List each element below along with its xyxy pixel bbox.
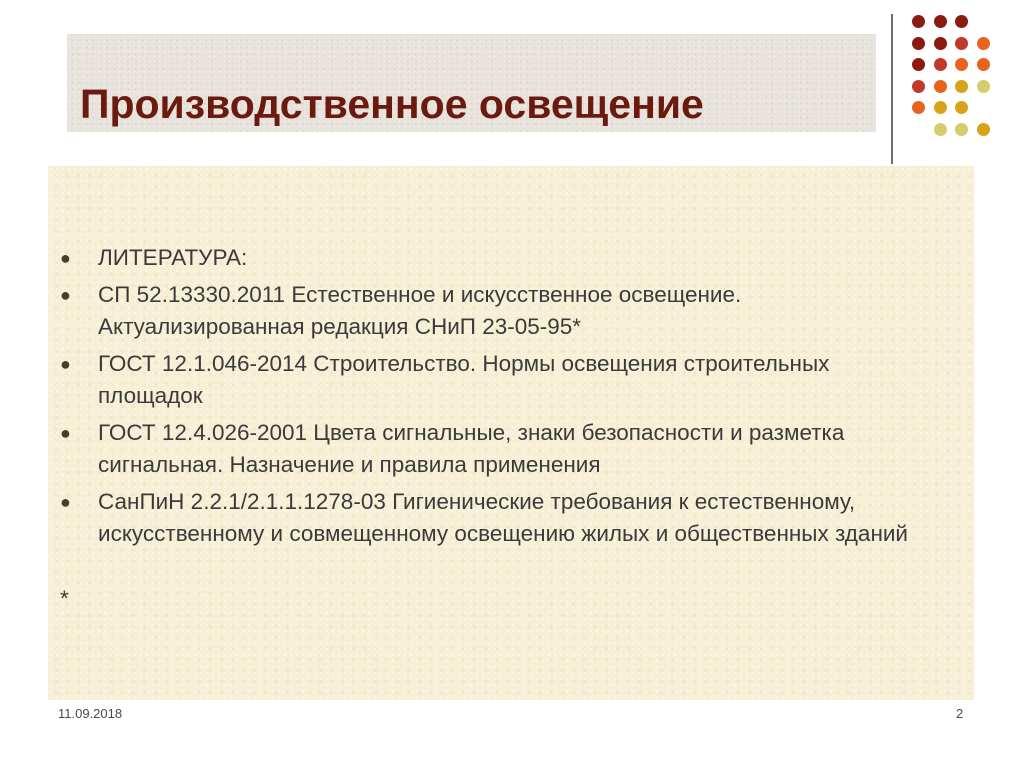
decor-dot — [912, 15, 925, 28]
list-item — [60, 417, 940, 481]
decor-dot — [955, 101, 968, 114]
bullet-dot-icon: ● — [60, 285, 71, 305]
decor-dot — [955, 80, 968, 93]
decor-dot — [912, 101, 925, 114]
decor-dot — [955, 123, 968, 136]
title-divider-line — [891, 14, 893, 164]
decor-dot — [934, 58, 947, 71]
footer-date: 11.09.2018 — [58, 706, 123, 721]
list-item — [60, 242, 940, 274]
decor-dot — [977, 80, 990, 93]
footnote-asterisk: * — [60, 586, 69, 611]
decor-dot — [934, 15, 947, 28]
decor-dot — [912, 80, 925, 93]
list-item — [60, 486, 940, 550]
decor-dot — [934, 37, 947, 50]
decor-dot — [955, 37, 968, 50]
list-item — [60, 279, 940, 343]
bullet-dot-icon: ● — [60, 248, 71, 268]
decor-dot — [977, 37, 990, 50]
list-item-text: ГОСТ 12.4.026-2001 Цвета сигнальные, знаки безопасности и разметка сигнальная. Назначение и правила применения — [98, 420, 845, 477]
list-item-text: ЛИТЕРАТУРА: — [98, 245, 248, 270]
bullet-dot-icon: ● — [60, 492, 71, 512]
decor-dot — [977, 58, 990, 71]
decor-dot — [955, 15, 968, 28]
literature-list — [60, 242, 940, 555]
list-item-text: ГОСТ 12.1.046-2014 Строительство. Нормы освещения строительных площадок — [98, 351, 830, 408]
decor-dot — [955, 58, 968, 71]
decor-dot — [912, 58, 925, 71]
list-item — [60, 348, 940, 412]
decor-dot — [934, 123, 947, 136]
decor-dot — [934, 80, 947, 93]
decor-dot — [934, 101, 947, 114]
slide-title: Производственное освещение — [80, 81, 704, 127]
decor-dot — [912, 37, 925, 50]
decor-dot — [977, 123, 990, 136]
list-item-text: СанПиН 2.2.1/2.1.1.1278-03 Гигиенические требования к естественному, искусственному и совмещенному освещению жилых и общественных зданий — [98, 489, 908, 546]
footer-page-number: 2 — [956, 706, 964, 721]
list-item-text: СП 52.13330.2011 Естественное и искусственное освещение. Актуализированная редакция СНиП 23-05-95* — [98, 282, 742, 339]
bullet-dot-icon: ● — [60, 423, 71, 443]
bullet-dot-icon: ● — [60, 354, 71, 374]
